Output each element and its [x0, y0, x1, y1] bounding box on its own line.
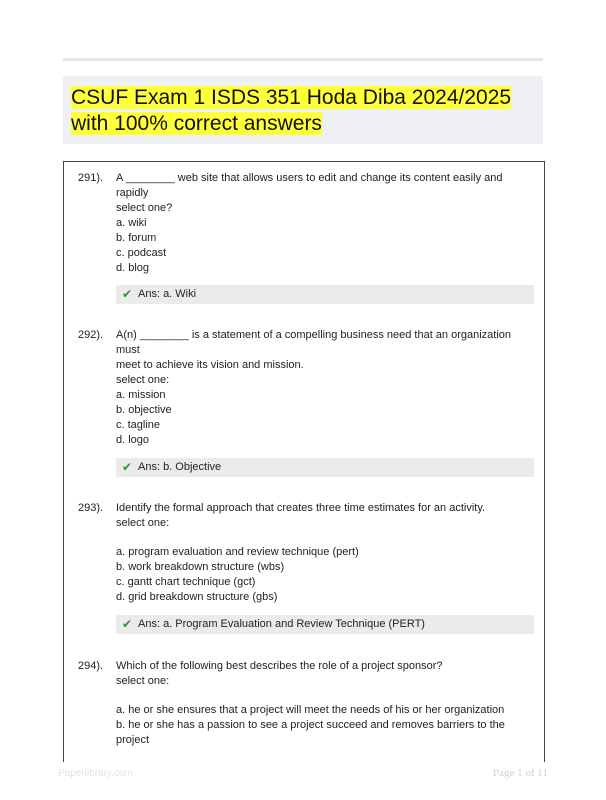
question-text-line: select one: — [116, 374, 170, 386]
answer-bar — [116, 615, 534, 634]
option-d: d. blog — [116, 262, 150, 274]
options-list — [116, 545, 536, 605]
question-number: 294). — [78, 660, 104, 672]
document-title — [71, 85, 511, 137]
question-text — [116, 659, 536, 689]
option-d: d. grid breakdown structure (gbs) — [116, 591, 278, 603]
option-a: a. he or she ensures that a project will meet the needs of his or her organization — [116, 704, 505, 716]
question-text-line: A(n) ________ is a statement of a compelling business need that an organization must — [116, 329, 512, 356]
option-c: c. tagline — [116, 419, 161, 431]
option-c: c. podcast — [116, 247, 167, 259]
question-text-line: meet to achieve its vision and mission. — [116, 359, 304, 371]
option-b: b. objective — [116, 404, 172, 416]
option-d: d. logo — [116, 434, 150, 446]
check-icon: ✔ — [122, 617, 133, 631]
option-a: a. mission — [116, 389, 166, 401]
question-text — [116, 171, 536, 216]
option-a: a. wiki — [116, 217, 147, 229]
option-b: b. forum — [116, 232, 157, 244]
title-banner — [63, 76, 543, 144]
question-text-line: Identify the formal approach that creates three time estimates for an activity. — [116, 502, 486, 514]
title-line-2: with 100% correct answers — [71, 112, 322, 135]
question-text-line: select one? — [116, 202, 173, 214]
answer-text: Ans: b. Objective — [138, 461, 222, 473]
answer-text: Ans: a. Program Evaluation and Review Technique (PERT) — [138, 618, 425, 630]
options-list — [116, 388, 536, 448]
question-text-line: select one: — [116, 675, 170, 687]
option-b: b. he or she has a passion to see a project succeed and removes barriers to the project — [116, 719, 505, 746]
options-list — [116, 703, 536, 748]
question-text-line: A ________ web site that allows users to edit and change its content easily and rapidly — [116, 172, 503, 199]
answer-bar — [116, 458, 534, 477]
top-divider — [63, 58, 543, 61]
options-list — [116, 216, 536, 276]
answer-text: Ans: a. Wiki — [138, 288, 197, 300]
question-number: 291). — [78, 172, 104, 184]
answer-bar — [116, 285, 534, 304]
question-text — [116, 328, 536, 388]
question-number: 293). — [78, 502, 104, 514]
question-text-line: Which of the following best describes the role of a project sponsor? — [116, 660, 443, 672]
title-line-1: CSUF Exam 1 ISDS 351 Hoda Diba 2024/2025 — [71, 86, 512, 109]
questions-container — [63, 161, 545, 762]
option-c: c. gantt chart technique (gct) — [116, 576, 256, 588]
question-number: 292). — [78, 329, 104, 341]
question-text — [116, 501, 536, 531]
footer-watermark: Paperlibrary.com — [58, 768, 133, 779]
page-number: Page 1 of 11 — [493, 767, 548, 779]
option-a: a. program evaluation and review technique (pert) — [116, 546, 359, 558]
check-icon: ✔ — [122, 460, 133, 474]
question-text-line: select one: — [116, 517, 170, 529]
check-icon: ✔ — [122, 287, 133, 301]
option-b: b. work breakdown structure (wbs) — [116, 561, 285, 573]
